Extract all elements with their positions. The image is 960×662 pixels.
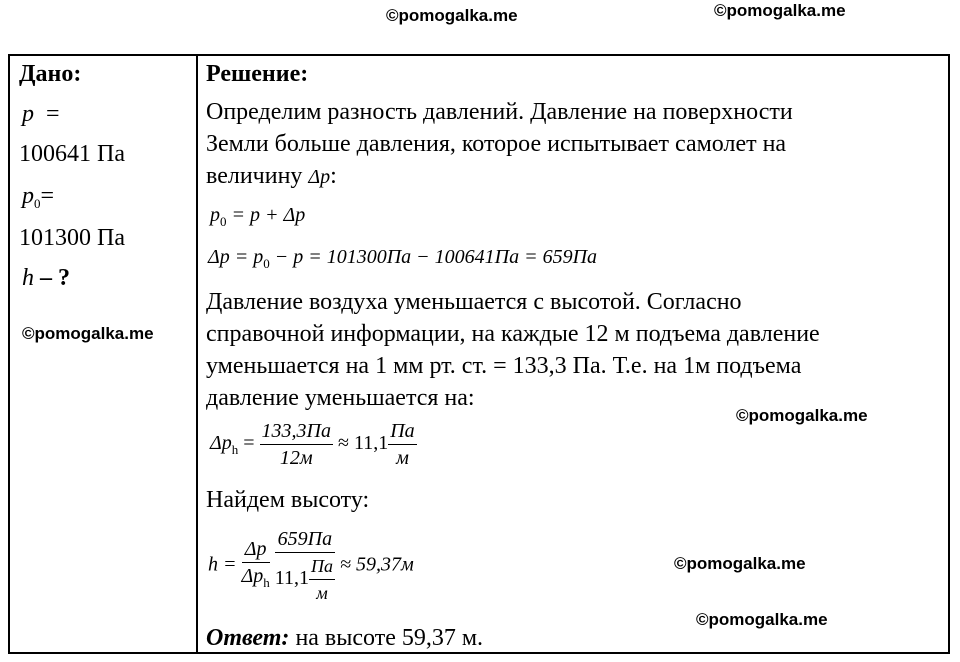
equation-height: h = $\frac{\Delta p}{\Delta p_h}$ 659Па 11,1 $\frac{Па}{м}$ ≈ 59,37м <box>208 528 414 603</box>
equation-pressure-sum: $p_0 = p + \Delta p$ <box>210 204 306 229</box>
watermark: ©pomogalka.me <box>386 6 518 25</box>
equation-pressure-per-meter: $\Delta p_h$ = $\frac{133,3Па}{12м}$ ≈ 11,1 $\frac{Па}{м}$ <box>210 420 415 469</box>
answer-label: Ответ: <box>206 625 290 651</box>
given-column <box>9 55 197 653</box>
given-p-label: p = <box>22 101 60 127</box>
watermark: ©pomogalka.me <box>22 324 154 343</box>
solution-intro-line: Определим разность давлений. Давление на поверхности <box>206 99 793 125</box>
given-p0-value: 101300 Па <box>19 225 125 251</box>
find-height-text: Найдем высоту: <box>206 487 370 513</box>
equation-pressure-difference: $\Delta p = p_0 - p = 101300Па - 100641Па = 659Па$ <box>208 246 598 271</box>
watermark: ©pomogalka.me <box>696 610 828 629</box>
solution-column <box>197 55 949 653</box>
solution-paragraph-line: давление уменьшается на: <box>206 385 475 411</box>
given-heading: Дано: <box>19 61 82 87</box>
solution-paragraph-line: Давление воздуха уменьшается с высотой. Согласно <box>206 289 742 315</box>
solution-heading: Решение: <box>206 61 309 87</box>
watermark: ©pomogalka.me <box>674 554 806 573</box>
given-unknown: h – ? <box>22 265 70 291</box>
watermark: ©pomogalka.me <box>736 406 868 425</box>
given-p0-label: $p_0=$ <box>22 183 55 211</box>
answer-text: на высоте 59,37 м. <box>295 625 484 651</box>
solution-intro-line: Земли больше давления, которое испытывает самолет на <box>206 131 787 157</box>
solution-paragraph-line: справочной информации, на каждые 12 м подъема давление <box>206 321 820 347</box>
solution-paragraph-line: уменьшается на 1 мм рт. ст. = 133,3 Па. Т.е. на 1м подъема <box>206 353 802 379</box>
task-table <box>8 54 950 654</box>
watermark: ©pomogalka.me <box>714 1 846 20</box>
given-p-value: 100641 Па <box>19 141 125 167</box>
answer-line <box>206 622 483 654</box>
solution-intro-line: величину Δp: <box>206 163 337 189</box>
